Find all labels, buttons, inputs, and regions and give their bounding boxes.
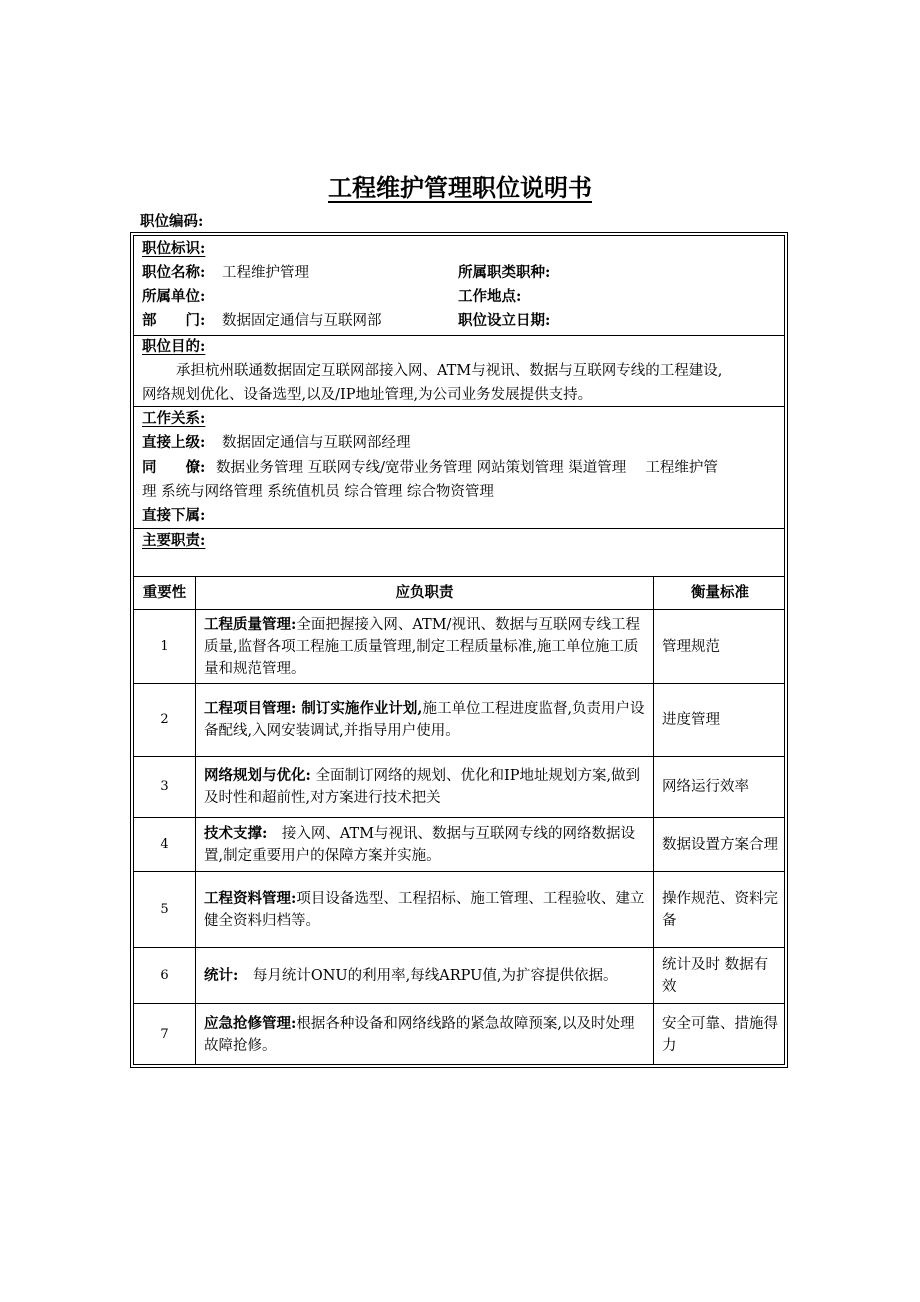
row-number: 5: [160, 901, 169, 917]
duty-body: 施工单位工程进度监督,负责用户设备配线,入网安装调试,并指导用户使用。: [204, 701, 645, 739]
duty-description: [196, 757, 653, 817]
row-number: 7: [160, 1027, 169, 1042]
purpose-line-2: 网络规划优化、设备选型,以及/IP地址管理,为公司业务发展提供支持。: [142, 387, 593, 403]
duty-description: [196, 610, 653, 683]
duty-standard: 操作规范、资料完备: [662, 890, 778, 929]
duty-title: 应急抢修管理:: [204, 1015, 297, 1032]
table-inner-border: [133, 235, 785, 1065]
divider: [134, 335, 784, 336]
duty-title: 工程项目管理: 制订实施作业计划,: [204, 700, 423, 717]
row-number: 6: [160, 967, 169, 983]
job-description-table: [130, 232, 788, 1068]
duty-description: [196, 1004, 653, 1066]
duty-standard: 数据设置方案合理: [662, 836, 778, 853]
peers-line-1: 数据业务管理 互联网专线/宽带业务管理 网站策划管理 渠道管理 工程维护管: [216, 460, 718, 476]
row-number: 4: [160, 836, 169, 852]
superior-value: 数据固定通信与互联网部经理: [222, 435, 411, 451]
category-label: 所属职类职种:: [458, 264, 551, 281]
duty-body: 项目设备选型、工程招标、施工管理、工程验收、建立健全资料归档等。: [204, 890, 645, 929]
duty-standard: 进度管理: [662, 712, 720, 728]
duty-description: [196, 684, 653, 756]
duty-body: 全面制订网络的规划、优化和IP地址规划方案,做到及时性和超前性,对方案进行技术把关: [204, 768, 641, 806]
peers-line-2: 理 系统与网络管理 系统值机员 综合管理 综合物资管理: [142, 484, 494, 500]
location-label: 工作地点:: [458, 288, 522, 305]
established-date-label: 职位设立日期:: [458, 312, 551, 329]
duty-standard: 安全可靠、措施得力: [662, 1016, 778, 1054]
peers-label: 同 僚:: [142, 459, 206, 476]
header-duty: 应负职责: [395, 584, 454, 601]
row-number: 1: [160, 638, 169, 654]
position-name-label: 职位名称:: [142, 264, 206, 281]
relations-heading: 工作关系:: [142, 410, 206, 427]
duty-body: 每月统计ONU的利用率,每线ARPU值,为扩容提供依据。: [238, 967, 618, 984]
purpose-line-1: 承担杭州联通数据固定互联网部接入网、ATM与视讯、数据与互联网专线的工程建设,: [176, 363, 723, 379]
position-code-label: 职位编码:: [140, 213, 204, 230]
superior-label: 直接上级:: [142, 434, 206, 451]
row-number: 3: [160, 779, 169, 794]
header-importance: 重要性: [142, 584, 187, 601]
unit-label: 所属单位:: [142, 288, 206, 305]
duty-title: 网络规划与优化:: [204, 767, 311, 784]
duty-title: 统计:: [204, 966, 239, 984]
duty-standard: 网络运行效率: [662, 779, 749, 795]
purpose-heading: 职位目的:: [142, 338, 206, 355]
duties-heading: 主要职责:: [142, 532, 206, 549]
position-name-value: 工程维护管理: [222, 265, 309, 281]
header-standard: 衡量标准: [691, 584, 749, 601]
duty-title: 工程资料管理:: [204, 889, 297, 907]
duty-title: 技术支撑:: [204, 824, 268, 842]
duty-body: 全面把握接入网、ATM/视讯、数据与互联网专线工程质量,监督各项工程施工质量管理,制定工程质量标准,施工单位施工质量和规范管理。: [204, 616, 640, 677]
divider: [134, 528, 784, 529]
department-label: 部 门:: [142, 312, 206, 329]
identity-heading: 职位标识:: [142, 240, 206, 257]
duty-standard: 管理规范: [662, 638, 720, 655]
duty-body: 接入网、ATM与视讯、数据与互联网专线的网络数据设置,制定重要用户的保障方案并实施。: [204, 825, 636, 864]
duty-title: 工程质量管理:: [204, 615, 297, 633]
subordinate-label: 直接下属:: [142, 507, 206, 524]
department-value: 数据固定通信与互联网部: [222, 313, 382, 329]
duty-body: 根据各种设备和网络线路的紧急故障预案,以及时处理故障抢修。: [204, 1016, 635, 1054]
duty-description: [196, 872, 653, 947]
duty-standard: 统计及时 数据有效: [662, 956, 769, 995]
document-title: 工程维护管理职位说明书: [328, 173, 592, 202]
row-number: 2: [160, 712, 169, 727]
duty-description: [196, 818, 653, 871]
duty-description: [196, 948, 653, 1003]
divider: [134, 406, 784, 407]
